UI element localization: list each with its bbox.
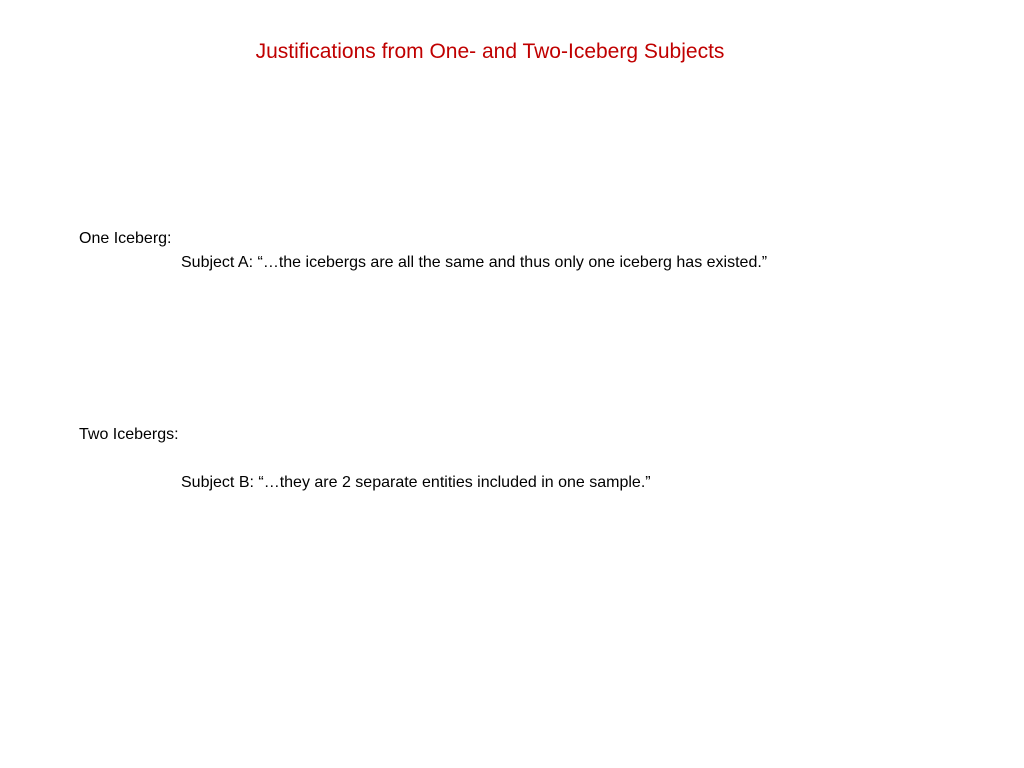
slide-title: Justifications from One- and Two-Iceberg Subjects: [255, 40, 725, 63]
subject-quote: Subject A: “…the icebergs are all the same and thus only one iceberg has existed.”: [181, 254, 768, 271]
section-heading: Two Icebergs:: [79, 426, 179, 443]
subject-quote: Subject B: “…they are 2 separate entities included in one sample.”: [181, 474, 651, 491]
section-heading: One Iceberg:: [79, 230, 172, 247]
